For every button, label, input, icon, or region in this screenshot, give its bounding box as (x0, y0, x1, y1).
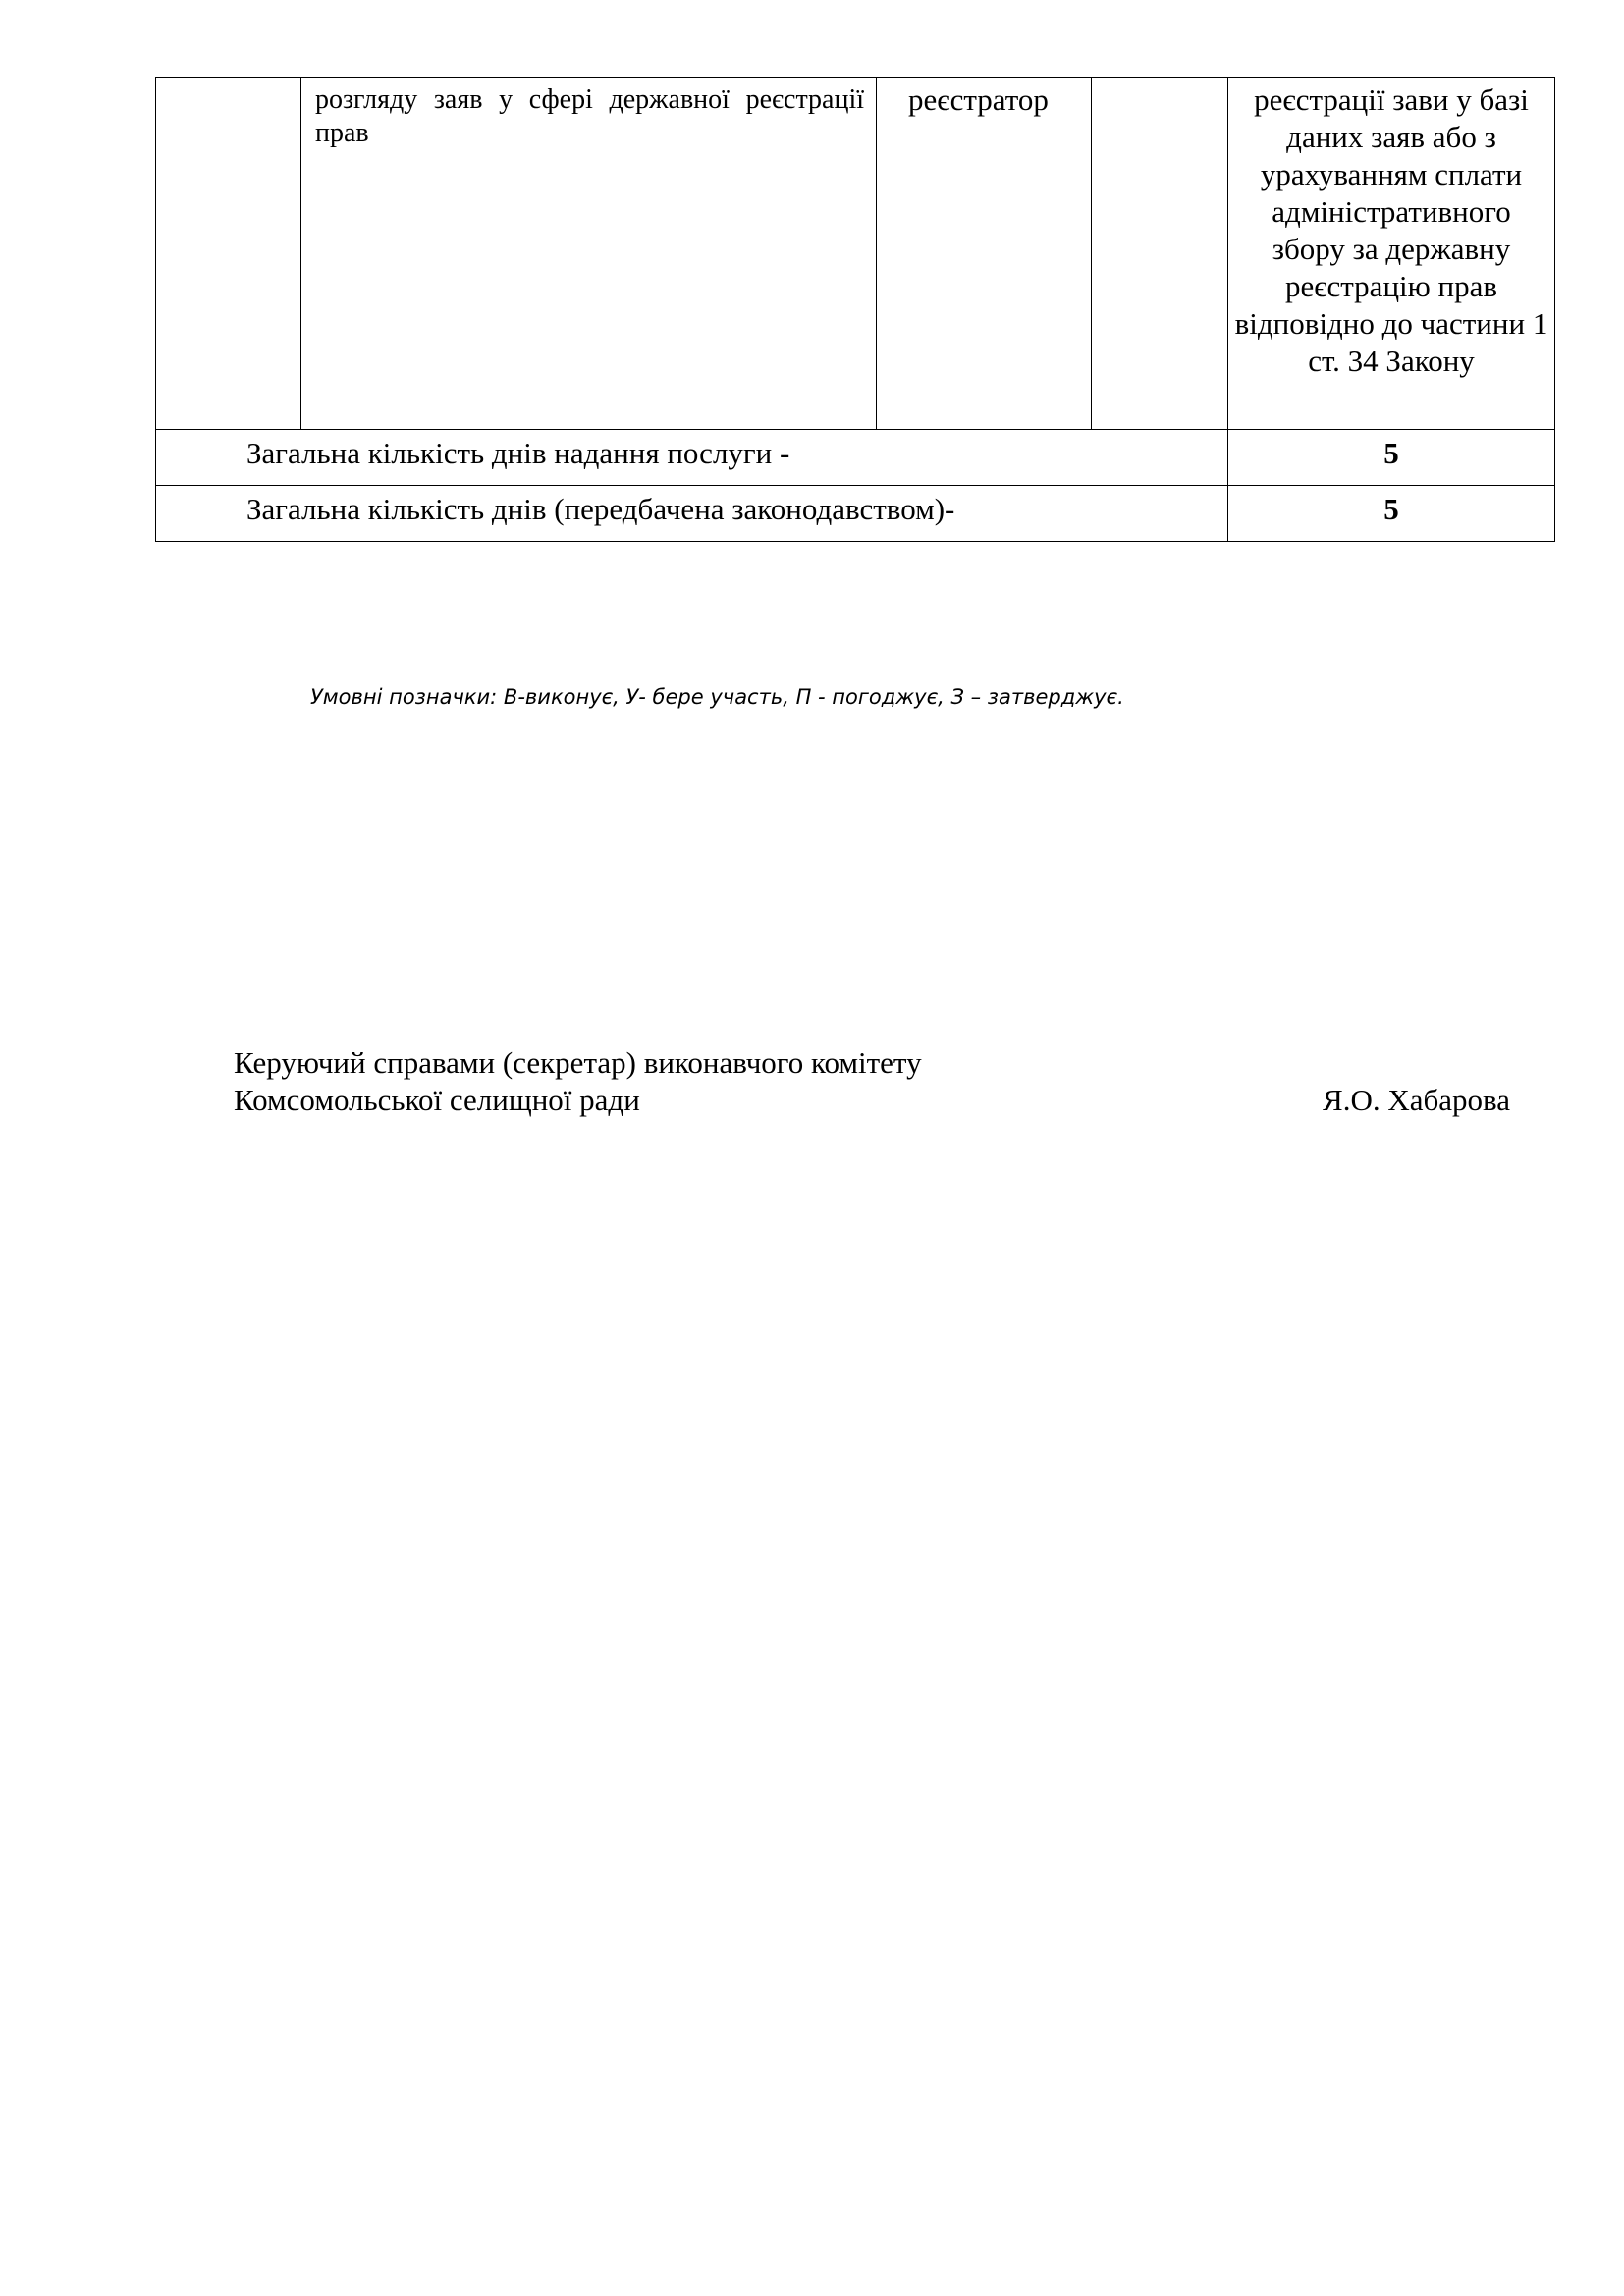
signature-line-1 (234, 1044, 1510, 1082)
table-cell-participation (1092, 78, 1228, 430)
table-cell-number (156, 78, 301, 430)
table-cell-term: реєстрації зави у базі даних заяв або з урахуванням сплати адміністративного збору за державну реєстрацію прав відповідно до частини 1 ст. 34 Закону (1228, 78, 1555, 430)
summary-label: Загальна кількість днів (передбачена законодавством)- (156, 486, 1228, 542)
table-row (156, 78, 1555, 430)
signatory-name: Я.О. Хабарова (1323, 1083, 1510, 1117)
summary-row (156, 430, 1555, 486)
signature-block (234, 1044, 1510, 1119)
summary-row (156, 486, 1555, 542)
legend-note: Умовні позначки: В-виконує, У- бере участь, П - погоджує, З – затверджує. (310, 685, 1124, 709)
table-cell-responsible: реєстратор (877, 78, 1092, 430)
signatory-position: Керуючий справами (секретар) виконавчого комітету (234, 1045, 922, 1080)
summary-label: Загальна кількість днів надання послуги - (156, 430, 1228, 486)
summary-value: 5 (1228, 486, 1555, 542)
signatory-council: Комсомольської селищної ради (234, 1083, 640, 1117)
signature-line-2 (234, 1082, 1510, 1119)
table-cell-step: розгляду заяв у сфері державної реєстрації прав (301, 78, 877, 430)
summary-value: 5 (1228, 430, 1555, 486)
procedure-table (155, 77, 1555, 542)
